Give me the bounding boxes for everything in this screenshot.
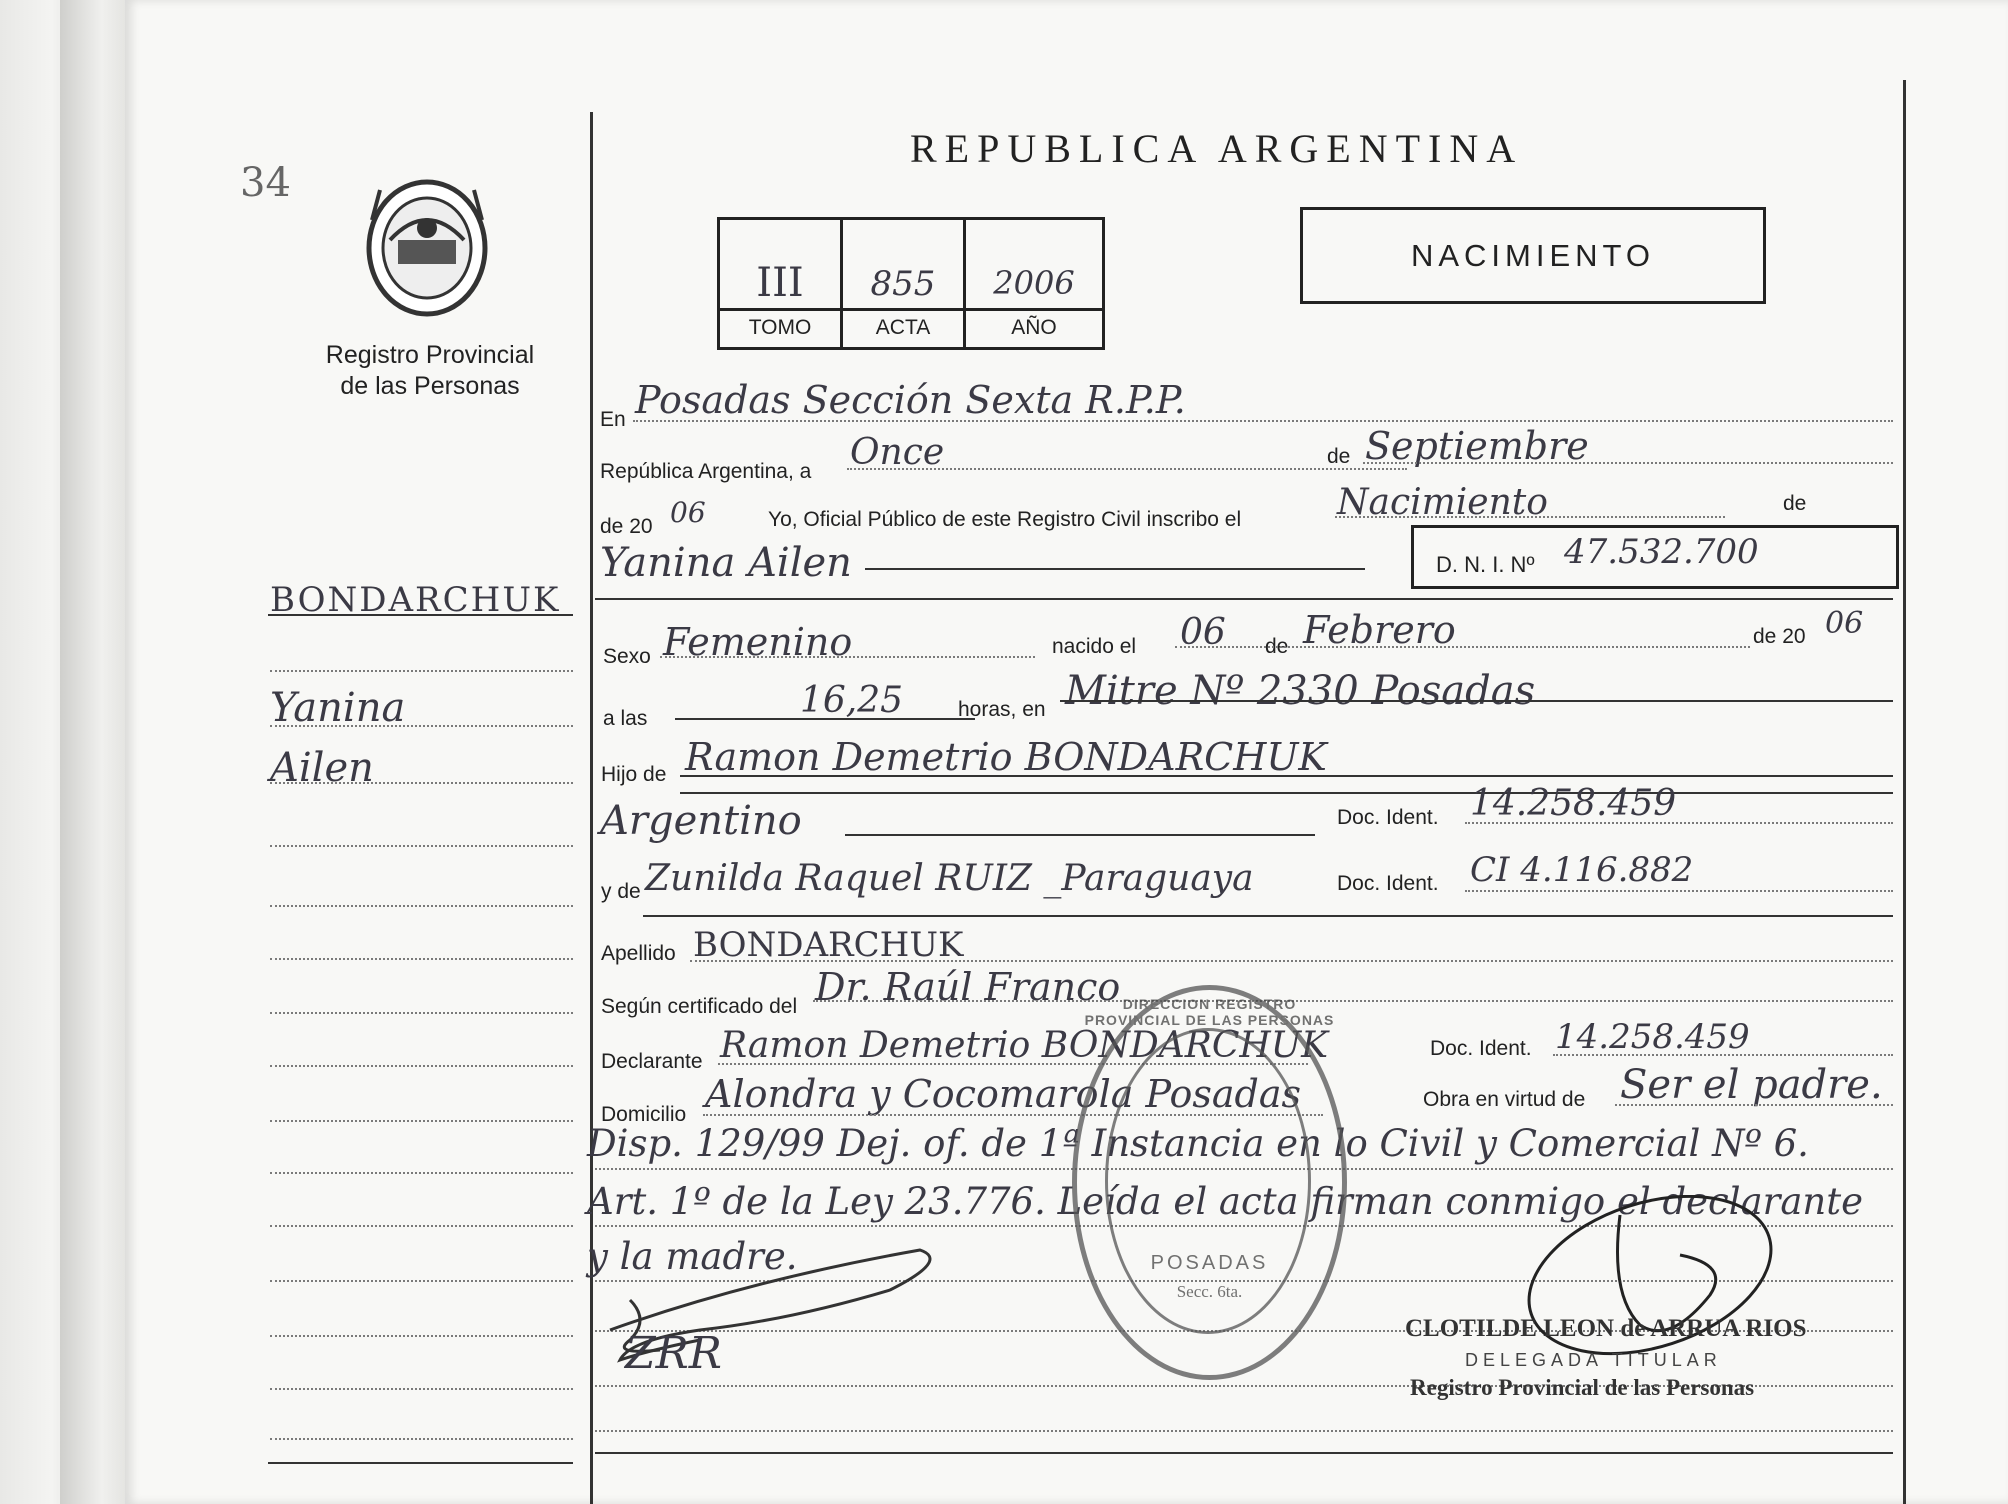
note-line-1: Disp. 129/99 Dej. of. de 1ª Instancia en lo Civil y Comercial Nº 6. [587, 1122, 1809, 1165]
margin-rule [270, 845, 573, 847]
stamp-center-1: POSADAS [1150, 1252, 1269, 1274]
form-rule [847, 468, 1407, 470]
form-rule [1175, 646, 1750, 648]
margin-rule [270, 1335, 573, 1337]
segun-label: Según certificado del [601, 995, 798, 1018]
certificate-page [125, 0, 2008, 1504]
de-label-3: de [1265, 635, 1289, 658]
margin-rule [270, 1438, 573, 1440]
country-title: REPUBLICA ARGENTINA [910, 126, 1524, 171]
reference-table [717, 217, 1105, 350]
day-value: Once [850, 432, 945, 473]
form-rule [660, 656, 1035, 658]
de-label-2: de [1783, 492, 1807, 515]
nacido-year-value: 06 [1825, 606, 1864, 641]
margin-name-1: Yanina [270, 685, 406, 731]
form-rule [680, 775, 1893, 777]
sexo-value: Femenino [663, 620, 853, 664]
margin-rule [270, 1280, 573, 1282]
note-line-2: Art. 1º de la Ley 23.776. Leída el acta firman conmigo el declarante [587, 1180, 1863, 1223]
margin-rule [270, 958, 573, 960]
form-rule [1363, 462, 1893, 464]
margin-rule [270, 1225, 573, 1227]
ano-label: AÑO [1011, 316, 1057, 339]
month-value: Septiembre [1365, 424, 1589, 468]
form-rule [1615, 1104, 1893, 1106]
form-rule [633, 420, 1893, 422]
declarante-value: Ramon Demetrio BONDARCHUK [720, 1025, 1329, 1066]
doc-ident-label-2: Doc. Ident. [1337, 872, 1439, 895]
signatory-title: DELEGADA TITULAR [1465, 1350, 1722, 1370]
form-rule [813, 1000, 1893, 1002]
form-rule [595, 1452, 1893, 1454]
obra-value: Ser el padre. [1620, 1062, 1883, 1108]
mother-name-value: Zunilda Raquel RUIZ _Paraguaya [645, 858, 1254, 899]
nacido-month-value: Febrero [1303, 608, 1456, 652]
note-line-3: y la madre. [587, 1235, 798, 1278]
margin-rule [270, 782, 573, 784]
acta-label: ACTA [875, 316, 931, 339]
tomo-value: III [756, 260, 804, 306]
page-number: 34 [240, 160, 291, 206]
margin-rule [270, 725, 573, 727]
child-name-value: Yanina Ailen [600, 540, 852, 586]
nacido-day-value: 06 [1180, 612, 1226, 653]
form-rule [865, 568, 1365, 570]
official-stamp [1072, 985, 1347, 1380]
coat-of-arms-icon [360, 170, 495, 320]
form-rule [845, 834, 1315, 836]
signature-right-icon [1470, 1195, 1850, 1375]
inscribo-value: Nacimiento [1337, 482, 1548, 523]
margin-rule [270, 1120, 573, 1122]
sexo-label: Sexo [603, 645, 651, 668]
declarante-doc-value: 14.258.459 [1555, 1017, 1750, 1057]
de-label: de [1327, 445, 1351, 468]
stamp-ring-text: DIRECCION REGISTRO PROVINCIAL DE LAS PERSONAS [1084, 996, 1335, 1028]
form-rule [1465, 822, 1893, 824]
form-rule [595, 1430, 1893, 1432]
hour-value: 16,25 [800, 680, 904, 721]
ano-prefix-label: de 20 [600, 515, 653, 538]
doc-ident-label: Doc. Ident. [1337, 806, 1439, 829]
ano-value-inline: 06 [670, 496, 706, 529]
en-label: En [600, 408, 626, 431]
form-rule [1060, 700, 1893, 702]
margin-surname-line [268, 614, 573, 616]
obra-label: Obra en virtud de [1423, 1088, 1586, 1111]
dni-box [1411, 525, 1899, 589]
doc-ident-label-3: Doc. Ident. [1430, 1037, 1532, 1060]
form-rule [595, 598, 1893, 600]
mother-doc-value: CI 4.116.882 [1470, 850, 1694, 890]
margin-bottom-line [268, 1462, 573, 1464]
birthplace-value: Mitre Nº 2330 Posadas [1065, 668, 1536, 714]
domicilio-value: Alondra y Cocomarola Posadas [705, 1072, 1301, 1116]
y-de-label: y de [601, 880, 641, 903]
registry-name [315, 340, 545, 402]
margin-surname: BONDARCHUK [270, 580, 561, 620]
registry-line-2: de las Personas [340, 372, 520, 400]
certificado-value: Dr. Raúl Franco [815, 965, 1121, 1009]
father-doc-value: 14.258.459 [1470, 783, 1677, 824]
apellido-value: BONDARCHUK [693, 925, 964, 965]
signatory-name: CLOTILDE LEON de ARRUA RIOS [1405, 1315, 1807, 1342]
margin-rule [270, 1012, 573, 1014]
stamp-center-2: Secc. 6ta. [1176, 1282, 1243, 1301]
republica-label: República Argentina, a [600, 460, 812, 483]
document-type-box: NACIMIENTO [1300, 207, 1766, 304]
declarante-label: Declarante [601, 1050, 703, 1073]
form-rule [690, 960, 1893, 962]
margin-name-2: Ailen [270, 745, 374, 791]
signatory-org: Registro Provincial de las Personas [1410, 1375, 1755, 1400]
form-rule [1335, 516, 1725, 518]
margin-rule [270, 1172, 573, 1174]
father-name-value: Ramon Demetrio BONDARCHUK [685, 735, 1327, 779]
en-value: Posadas Sección Sexta R.P.P. [635, 378, 1186, 422]
de-20-label: de 20 [1753, 625, 1806, 648]
form-rule [1553, 1054, 1893, 1056]
margin-rule [270, 905, 573, 907]
form-rule [675, 718, 975, 720]
margin-rule [270, 1065, 573, 1067]
father-nationality-value: Argentino [600, 798, 802, 844]
margin-rule [270, 1388, 573, 1390]
nacido-label: nacido el [1052, 635, 1137, 658]
dni-value: 47.532.700 [1564, 532, 1759, 572]
acta-value: 855 [870, 264, 936, 304]
tomo-label: TOMO [748, 316, 812, 339]
binder-edge [60, 0, 130, 1504]
form-rule [1465, 890, 1893, 892]
form-rule [643, 915, 1893, 917]
dni-label: D. N. I. Nº [1436, 552, 1535, 577]
apellido-label: Apellido [601, 942, 676, 965]
oficial-text: Yo, Oficial Público de este Registro Civil inscribo el [768, 508, 1242, 531]
hijo-label: Hijo de [601, 763, 667, 786]
a-las-label: a las [603, 707, 648, 730]
margin-rule [270, 670, 573, 672]
registry-line-1: Registro Provincial [325, 341, 535, 369]
initials: ZRR [625, 1328, 722, 1379]
right-border [1903, 80, 1906, 1504]
domicilio-label: Domicilio [601, 1103, 687, 1126]
form-rule [680, 792, 1893, 794]
ano-value: 2006 [993, 264, 1075, 302]
horas-label: horas, en [958, 698, 1046, 721]
